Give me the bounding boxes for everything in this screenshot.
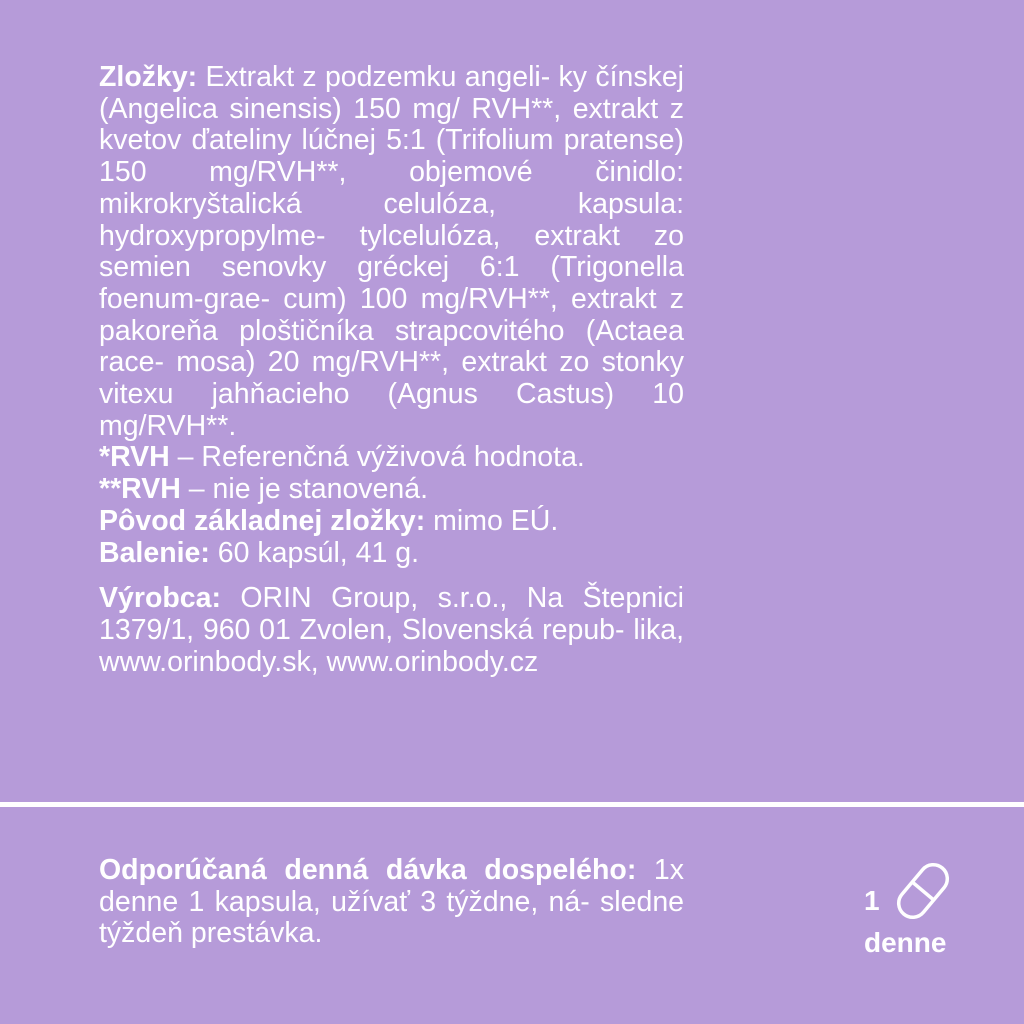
ingredients-line: Extrakt z podzemku angeli- bbox=[205, 61, 551, 93]
ingredients-line: 5:1 (Trifolium pratense) 150 mg/RVH**, bbox=[99, 124, 685, 189]
dosage-heading: Odporúčaná denná dávka dospelého: bbox=[99, 854, 637, 886]
dosage-line: sledne týždeň prestávka. bbox=[99, 885, 685, 950]
dosage-paragraph bbox=[99, 855, 684, 950]
manufacturer-paragraph bbox=[99, 583, 684, 678]
ingredients-line: mosa) 20 mg/RVH**, extrakt zo stonky bbox=[176, 346, 684, 379]
rvh2-note bbox=[99, 474, 684, 506]
packaging-label: Balenie: bbox=[99, 536, 210, 569]
ingredients-line: ky čínskej (Angelica sinensis) 150 mg/ bbox=[99, 61, 685, 125]
dose-unit: denne bbox=[864, 927, 947, 958]
ingredients-paragraph bbox=[99, 62, 684, 442]
rvh-term: *RVH bbox=[99, 441, 170, 474]
dose-count: 1 bbox=[864, 885, 880, 916]
ingredients-line: objemové činidlo: mikrokryštalická bbox=[99, 156, 684, 220]
spacer bbox=[99, 569, 684, 583]
origin-value: mimo EÚ. bbox=[425, 504, 559, 537]
rvh2-text: – nie je stanovená. bbox=[180, 473, 429, 506]
dosage-line: 1x denne 1 kapsula, užívať 3 týždne, ná- bbox=[99, 854, 684, 918]
packaging-value: 60 kapsúl, 41 g. bbox=[209, 536, 420, 569]
section-divider bbox=[0, 802, 1024, 807]
ingredients-line: RVH**, extrakt z kvetov ďateliny lúčnej bbox=[99, 92, 684, 157]
origin-line bbox=[99, 506, 684, 538]
rvh2-term: **RVH bbox=[99, 473, 181, 506]
capsule-icon bbox=[892, 857, 954, 925]
ingredients-line: tylcelulóza, extrakt zo semien senovky bbox=[99, 219, 684, 284]
ingredients-heading: Zložky: bbox=[99, 61, 198, 93]
rvh-note bbox=[99, 442, 684, 474]
ingredients-line: ploštičníka strapcovitého (Actaea race- bbox=[99, 314, 685, 379]
rvh-text: – Referenčná výživová hodnota. bbox=[169, 441, 585, 474]
packaging-line bbox=[99, 538, 684, 570]
ingredients-line: cum) 100 mg/RVH**, extrakt z pakoreňa bbox=[99, 282, 684, 347]
ingredients-line: mg/RVH**. bbox=[99, 409, 237, 442]
ingredients-line: celulóza, kapsula: hydroxypropylme- bbox=[99, 187, 684, 252]
manufacturer-line: ORIN Group, s.r.o., Na Štepnici bbox=[220, 582, 684, 615]
manufacturer-label: Výrobca: bbox=[99, 582, 221, 615]
ingredients-line: gréckej 6:1 (Trigonella foenum-grae- bbox=[99, 251, 684, 315]
manufacturer-line: 1379/1, 960 01 Zvolen, Slovenská repub- bbox=[99, 613, 625, 646]
ingredients-line: vitexu jahňacieho (Agnus Castus) 10 bbox=[99, 378, 684, 411]
origin-label: Pôvod základnej zložky: bbox=[99, 504, 426, 537]
daily-dose-badge bbox=[856, 855, 966, 965]
ingredients-block bbox=[99, 62, 684, 678]
manufacturer-line: lika, www.orinbody.sk, www.orinbody.cz bbox=[99, 613, 684, 678]
dosage-block bbox=[99, 855, 684, 950]
